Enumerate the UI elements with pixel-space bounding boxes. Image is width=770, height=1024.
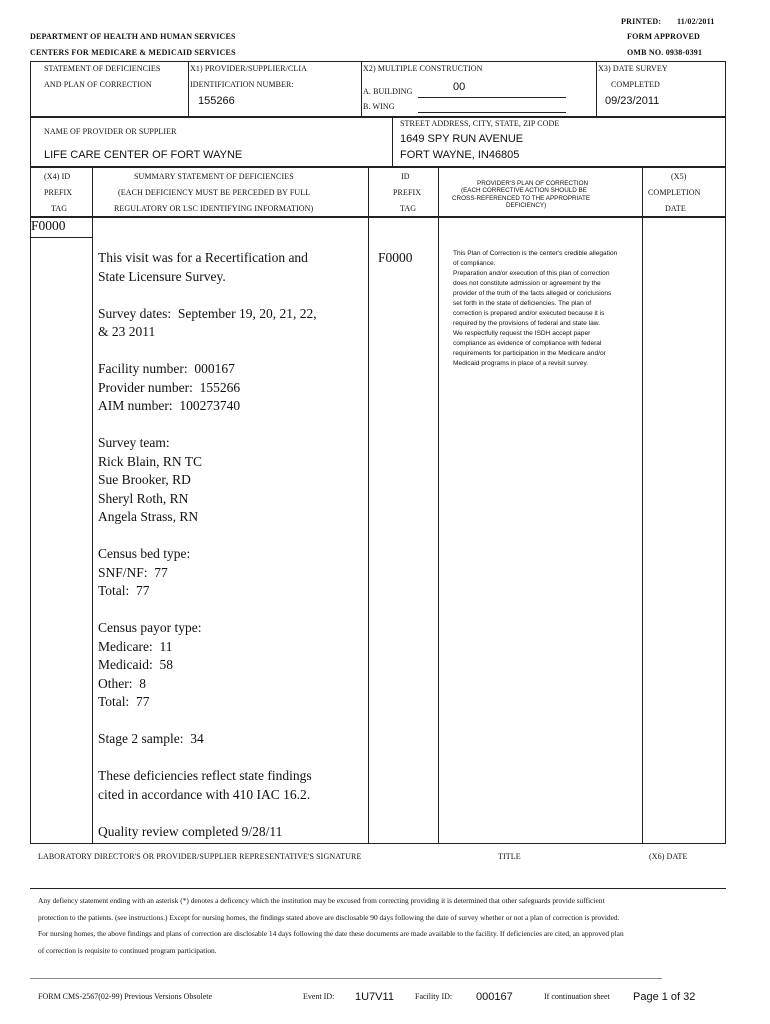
address-line-1: 1649 SPY RUN AVENUE <box>400 133 524 145</box>
omb-number: OMB NO. 0938-0391 <box>627 48 703 57</box>
provider-name: LIFE CARE CENTER OF FORT WAYNE <box>44 149 243 161</box>
form-approved: FORM APPROVED <box>627 32 701 41</box>
x4-tag: TAG <box>51 204 68 213</box>
address-line-2: FORT WAYNE, IN46805 <box>400 149 520 161</box>
right-prefix-tag: F0000 <box>378 250 413 265</box>
x5-date: DATE <box>665 204 686 213</box>
building-value: 00 <box>453 81 466 93</box>
printed-label: PRINTED: <box>621 17 662 26</box>
x4-label: (X4) ID <box>44 172 71 181</box>
id-tag: TAG <box>400 204 417 213</box>
x1-sub-label: IDENTIFICATION NUMBER: <box>190 80 294 89</box>
plan-label: AND PLAN OF CORRECTION <box>44 80 152 89</box>
title-label: TITLE <box>498 852 521 861</box>
summary-statement: This visit was for a Recertification and State Licensure Survey. Survey dates: September 19, 20, 21, 22, & 23 2011 Facility number: 000167 Provider number: 155266 AIM number: 100273740 Survey team: Rick Blain, RN TC Sue Brooker, RD Sheryl Roth, RN Angela Strass, RN Census bed type: SNF/NF: 77 Total: 77 Census payor type: Medicare: 11 Medicaid: 58 Other: 8 Total: 77 Stage 2 sample: 34 These deficiencies reflect state findings cited in accordance with 410 IAC 16.2. Quality review completed 9/28/11 <box>98 250 317 839</box>
address-label: STREET ADDRESS, CITY, STATE, ZIP CODE <box>400 119 560 128</box>
building-label: A. BUILDING <box>363 87 413 96</box>
x6-date-label: (X6) DATE <box>649 852 688 861</box>
x3-label: X3) DATE SURVEY <box>598 64 668 73</box>
survey-date-value: 09/23/2011 <box>605 95 660 107</box>
facility-id-label: Facility ID: <box>415 992 453 1001</box>
id-label: ID <box>401 172 410 181</box>
page-number: Page 1 of 32 <box>633 991 696 1003</box>
form-number: FORM CMS-2567(02-99) Previous Versions Obsolete <box>38 992 213 1001</box>
x5-completion: COMPLETION <box>648 188 701 197</box>
x1-label: X1) PROVIDER/SUPPLIER/CLIA <box>190 64 308 73</box>
id-prefix: PREFIX <box>393 188 422 197</box>
event-id-value: 1U7V11 <box>355 991 394 1003</box>
summary-label: SUMMARY STATEMENT OF DEFICIENCIES <box>134 172 294 181</box>
summary-sub-label-2: REGULATORY OR LSC IDENTIFYING INFORMATION) <box>114 204 314 213</box>
poc-sub-label-3: DEFICIENCY) <box>506 202 547 209</box>
poc-sub-label: (EACH CORRECTIVE ACTION SHOULD BE <box>461 187 587 194</box>
x2-label: X2) MULTIPLE CONSTRUCTION <box>363 64 483 73</box>
x4-prefix: PREFIX <box>44 188 73 197</box>
disclaimer-text: Any defiency statement ending with an asterisk (*) denotes a deficency which the institution may be excused from correcting providing it is determined that other safeguards provide sufficient protection to the patients. (see instructions.) Except for nursing homes, the findings stated above are disclosable 90 days following the date of survey whether or not a plan of correction is provided. For nursing homes, the above findings and plans of correction are disclosable 14 days following the date these documents are made available to the facility. If deficiencies are cited, an approved plan of correction is requisite to continued program participation. <box>38 896 624 955</box>
printed-date: 11/02/2011 <box>677 17 715 26</box>
facility-id-value: 000167 <box>476 991 513 1003</box>
summary-sub-label: (EACH DEFICIENCY MUST BE PERCEDED BY FULL <box>118 188 311 197</box>
provider-name-label: NAME OF PROVIDER OR SUPPLIER <box>44 127 177 136</box>
statement-label: STATEMENT OF DEFICIENCIES <box>44 64 161 73</box>
x5-label: (X5) <box>671 172 687 181</box>
poc-sub-label-2: CROSS-REFERENCED TO THE APPROPRIATE <box>452 195 591 202</box>
centers-name: CENTERS FOR MEDICARE & MEDICAID SERVICES <box>30 48 236 57</box>
provider-id-value: 155266 <box>198 95 235 107</box>
wing-label: B. WING <box>363 102 395 111</box>
department-name: DEPARTMENT OF HEALTH AND HUMAN SERVICES <box>30 32 236 41</box>
poc-label: PROVIDER'S PLAN OF CORRECTION <box>477 180 589 187</box>
signature-label: LABORATORY DIRECTOR'S OR PROVIDER/SUPPLIER REPRESENTATIVE'S SIGNATURE <box>38 852 362 861</box>
left-prefix-tag: F0000 <box>31 218 66 233</box>
x3-sub-label: COMPLETED <box>611 80 660 89</box>
plan-of-correction: This Plan of Correction is the center's credible allegation of compliance. Preparation and/or execution of this plan of correction does not constitute admission or agreement by the provider of the truth of the facts alleged or conclusions set forth in the state of deficiencies. The plan of correction is prepared and/or executed because it is required by the provisions of federal and state law. We respectfully request the ISDH accept paper compliance as evidence of compliance with federal requirements for participation in the Medicare and/or Medicaid programs in place of a revisit survey. <box>453 250 618 367</box>
event-id-label: Event ID: <box>303 992 335 1001</box>
continuation-label: If continuation sheet <box>544 992 610 1001</box>
